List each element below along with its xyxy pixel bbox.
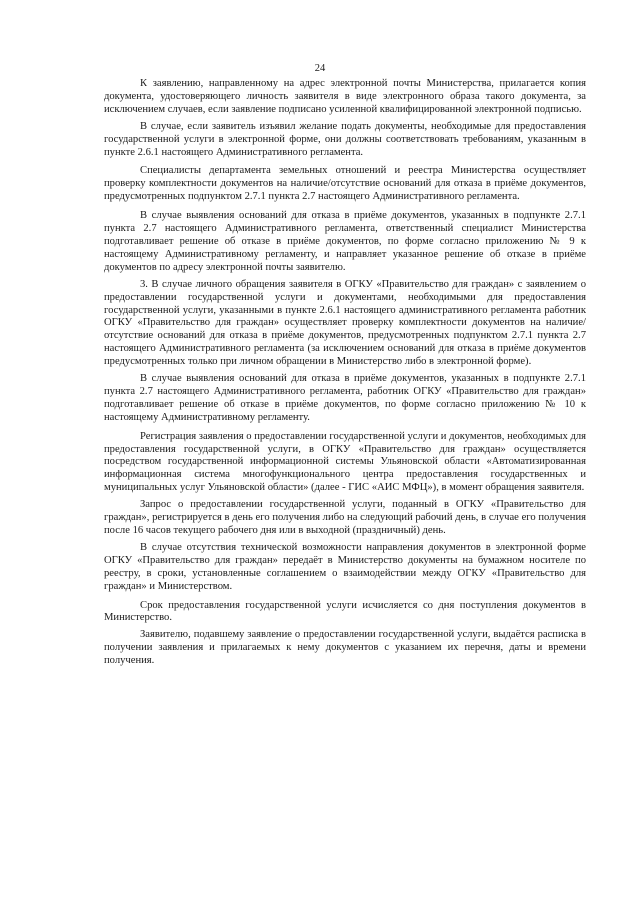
paragraph: В случае выявления оснований для отказа в приёме документов, указанных в подпункте 2.7.1 пункта 2.7 настоящего Административного регламента, ответственный специалист Министерства подготавливает решение об отказе в приёме документов, по форме согласно приложению № 9 к настоящему Административному регламенту, и направляет указанное решение об отказе в приёме документов по адресу электронной почты заявителю. bbox=[104, 210, 586, 273]
paragraph: Запрос о предоставлении государственной услуги, поданный в ОГКУ «Правительство для граждан», регистрируется в день его получения либо на следующий рабочий день, в случае его получения после 16 часов текущего рабочего дня или в выходной (праздничный) день. bbox=[104, 499, 586, 536]
paragraph: Заявителю, подавшему заявление о предоставлении государственной услуги, выдаётся расписка в получении заявления и прилагаемых к нему документов с указанием их перечня, даты и времени получения. bbox=[104, 629, 586, 667]
paragraph: Специалисты департамента земельных отношений и реестра Министерства осуществляет проверку комплектности документов на наличие/отсутствие оснований для отказа в приёме документов, предусмотренных подпунктом 2.7.1 пункта 2.7 настоящего Административного регламента. bbox=[104, 165, 586, 203]
page-number: 24 bbox=[314, 63, 326, 74]
paragraph: К заявлению, направленному на адрес электронной почты Министерства, прилагается копия документа, удостоверяющего личность заявителя в виде электронного образа такого документа, за исключением случаев, если заявление подписано усиленной квалифицированной электронной подписью. bbox=[104, 78, 586, 115]
paragraph: В случае выявления оснований для отказа в приёме документов, указанных в подпункте 2.7.1 пункта 2.7 настоящего Административного регламента, работник ОГКУ «Правительство для граждан» подготавливает решение об отказе в приёме документов, по форме согласно приложению № 10 к настоящему Административному регламенту. bbox=[104, 373, 586, 423]
paragraph: В случае отсутствия технической возможности направления документов в электронной форме ОГКУ «Правительство для граждан» передаёт в Министерство документы на бумажном носителе по реестру, в сроки, установленные соглашением о взаимодействии между ОГКУ «Правительство для граждан» и Министерством. bbox=[104, 541, 586, 592]
paragraph: В случае, если заявитель изъявил желание подать документы, необходимые для предоставления государственной услуги в электронной форме, они должны соответствовать требованиям, указанным в пункте 2.6.1 настоящего Административного регламента. bbox=[104, 120, 586, 158]
paragraph: 3. В случае личного обращения заявителя в ОГКУ «Правительство для граждан» с заявлением о предоставлении государственной услуги и документами, необходимыми для предоставления государственной услуги, указанными в пункте 2.6.1 настоящего административного регламента работник ОГКУ «Правительство для граждан» осуществляет проверку комплектности документов на наличие/отсутствие оснований для отказа в приёме документов, предусмотренных подпунктом 2.7.1 пункта 2.7 настоящего Административного регламента (за исключением оснований для отказа в приёме документов предусмотренных только при личном обращении в Министерство либо в электронной форме). bbox=[104, 278, 586, 368]
paragraph: Срок предоставления государственной услуги исчисляется со дня поступления документов в Министерство. bbox=[104, 599, 586, 624]
document-body bbox=[104, 78, 586, 672]
paragraph: Регистрация заявления о предоставлении государственной услуги и документов, необходимых для предоставления государственной услуги, в ОГКУ «Правительство для граждан» осуществляется посредством государственной информационной системы Ульяновской области «Автоматизированная информационная система многофункционального центра предоставления государственных и муниципальных услуг Ульяновской области» (далее - ГИС «АИС МФЦ»), в момент обращения заявителя. bbox=[104, 430, 586, 494]
